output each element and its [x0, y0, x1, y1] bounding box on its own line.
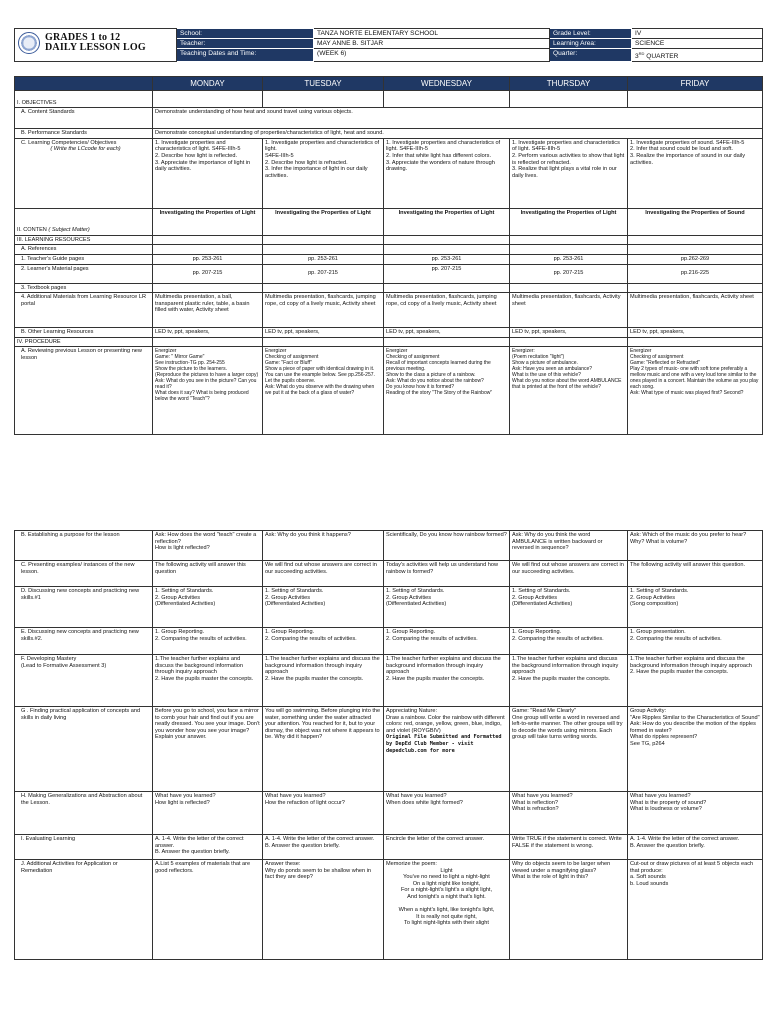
evaluate-wed: Encircle the letter of the correct answer. — [384, 835, 510, 860]
other-resources-label: B. Other Learning Resources — [15, 328, 153, 338]
other-thu: LED tv, ppt, speakers, — [510, 328, 628, 338]
examples-label: C. Presenting examples/ instances of the new lesson. — [15, 561, 153, 587]
day-friday: FRIDAY — [628, 77, 763, 91]
generalize-wed: What have you learned? When does white light formed? — [384, 792, 510, 835]
generalize-thu: What have you learned? What is reflection? What is refraction? — [510, 792, 628, 835]
evaluate-label: I. Evaluating Learning — [15, 835, 153, 860]
grade-label: Grade Level: — [550, 29, 632, 39]
additional-mon: Multimedia presentation, a ball, transparent plastic ruler, table, a basin filled with water, Activity sheet — [153, 293, 263, 328]
examples-fri: The following activity will answer this question. — [628, 561, 763, 587]
competencies-wed: 1. Investigate properties and characteristics of light. S4FE-IIIh-5 2. Infer that white light has different colors. 3. Appreciate the wonders of nature through drawing. — [384, 138, 510, 208]
day-wednesday: WEDNESDAY — [384, 77, 510, 91]
discuss1-thu: 1. Setting of Standards. 2. Group Activities (Differentiated Activities) — [510, 587, 628, 628]
tg-fri: pp.262-269 — [628, 254, 763, 264]
tg-wed: pp. 253-261 — [384, 254, 510, 264]
discuss2-tue: 1. Group Reporting. 2. Comparing the results of activities. — [263, 628, 384, 655]
generalize-mon: What have you learned? How light is reflected? — [153, 792, 263, 835]
remediation-thu: Why do objects seem to be larger when viewed under a magnifying glass? What is the role of light in this? — [510, 860, 628, 960]
procedure-heading: IV. PROCEDURE — [15, 337, 153, 347]
purpose-label: B. Establishing a purpose for the lesson — [15, 531, 153, 561]
content-mon: Investigating the Properties of Light — [153, 208, 263, 235]
mastery-label: F. Developing Mastery (Lead to Formative Assessment 3) — [15, 655, 153, 707]
competencies-tue: 1. Investigate properties and characteristics of light. S4FE-IIIh-5 2. Describe how light is refracted. 3. Infer the importance of light in our daily activities. — [263, 138, 384, 208]
lesson-table-page2 — [14, 530, 763, 960]
dates-value: (WEEK 6) — [314, 49, 550, 62]
additional-fri: Multimedia presentation, flashcards, Activity sheet — [628, 293, 763, 328]
dates-label: Teaching Dates and Time: — [177, 49, 314, 62]
evaluate-fri: A. 1-4. Write the letter of the correct answer. B. Answer the question briefly. — [628, 835, 763, 860]
evaluate-thu: Write TRUE if the statement is correct. Write FALSE if the statement is wrong. — [510, 835, 628, 860]
tg-label: 1. Teacher's Guide pages — [15, 254, 153, 264]
day-monday: MONDAY — [153, 77, 263, 91]
review-tue: Energizer Checking of assignment Game: "Fact or Bluff" Show a piece of paper with identical drawing in it. You can use the example below. See pp.256-257. Let the pupils observe. Ask: What do you observe with the drawing when we put it at the back of a glass of water? — [263, 347, 384, 435]
content-standards-text: Demonstrate understanding of how heat and sound travel using various objects. — [153, 108, 763, 129]
discuss1-fri: 1. Setting of Standards. 2. Group Activities (Song composition) — [628, 587, 763, 628]
content-label: II. CONTEN ( Subject Matter) — [15, 208, 153, 235]
school-value: TANZA NORTE ELEMENTARY SCHOOL — [314, 29, 550, 39]
practical-label: G . Finding practical application of concepts and skills in daily living — [15, 707, 153, 792]
tg-thu: pp. 253-261 — [510, 254, 628, 264]
school-label: School: — [177, 29, 314, 39]
discuss2-thu: 1. Group Reporting. 2. Comparing the results of activities. — [510, 628, 628, 655]
content-thu: Investigating the Properties of Light — [510, 208, 628, 235]
poem-intro: Memorize the poem: — [386, 861, 437, 867]
discuss1-wed: 1. Setting of Standards. 2. Group Activities (Differentiated Activities) — [384, 587, 510, 628]
remediation-fri: Cut-out or draw pictures of at least 5 objects each that produce: a. Soft sounds b. Loud sounds — [628, 860, 763, 960]
logo — [15, 29, 177, 62]
review-label: A. Reviewing previous Lesson or presenting new lesson — [15, 347, 153, 435]
other-wed: LED tv, ppt, speakers, — [384, 328, 510, 338]
textbook-label: 3. Textbook pages — [15, 283, 153, 293]
mastery-wed: 1.The teacher further explains and discuss the background information through inquiry approach 2. Have the pupils master the concepts. — [384, 655, 510, 707]
performance-standards-text: Demonstrate conceptual understanding of properties/characteristics of light, heat and sound. — [153, 129, 763, 139]
purpose-wed: Scientifically, Do you know how rainbow formed? — [384, 531, 510, 561]
discuss1-label: D. Discussing new concepts and practicing new skills.#1 — [15, 587, 153, 628]
competencies-label: C. Learning Competencies/ Objectives ( Write the LCcode for each) — [15, 138, 153, 208]
logo-title: GRADES 1 to 12 — [45, 32, 121, 43]
competencies-thu: 1. Investigate properties and characteristics of light. S4FE-IIIh-5 2. Perform various activities to show that light is reflected or refracted. 3. Realize that light plays a vital role in our daily lives. — [510, 138, 628, 208]
practical-mon: Before you go to school, you face a mirror to comb your hair and find out if you are neatly dressed. You see your image. Don't you wonder how you see your image? Explain your answer. — [153, 707, 263, 792]
practical-wed: Appreciating Nature: Draw a rainbow. Color the rainbow with different colors: red, orange, yellow, green, blue, indigo, and violet (ROYGBIV) Original File Submitted and Formatted by DepEd Club Member - visit depedclub.com for more — [384, 707, 510, 792]
competencies-fri: 1. Investigate properties of sound. S4FE-IIIh-5 2. Infer that sound could be loud and soft. 3. Realize the importance of sound in our daily activities. — [628, 138, 763, 208]
lm-thu: pp. 207-215 — [510, 264, 628, 283]
references-label: A. References — [15, 245, 153, 255]
review-wed: Energizer Checking of assignment Recall of important concepts learned during the previous meeting. Show to the class a picture of a rainbow. Ask: What do you notice about the rainbow? Do you know how it is formed? Reading of the story "The Story of the Rainbow" — [384, 347, 510, 435]
lm-fri: pp.216-225 — [628, 264, 763, 283]
poem-text: Light You've no need to light a night-light On a light night like tonight, For a night-light's light's a slight light, And tonight's a night that's light. When a night's light, like tonight's light, It is really not quite right, To light night-lights with their slight — [398, 867, 495, 927]
examples-thu: We will find out whose answers are correct in our succeeding activities. — [510, 561, 628, 587]
tg-tue: pp. 253-261 — [263, 254, 384, 264]
teacher-value: MAY ANNE B. SITJAR — [314, 39, 550, 49]
day-thursday: THURSDAY — [510, 77, 628, 91]
additional-tue: Multimedia presentation, flashcards, jumping rope, cd copy of a lively music, Activity sheet — [263, 293, 384, 328]
generalize-fri: What have you learned? What is the property of sound? What is loudness or volume? — [628, 792, 763, 835]
additional-thu: Multimedia presentation, flashcards, Activity sheet — [510, 293, 628, 328]
discuss1-mon: 1. Setting of Standards. 2. Group Activities (Differentiated Activities) — [153, 587, 263, 628]
review-mon: Energizer Game: " Mirror Game" See instruction-TG pp. 254-255 Show the picture to the learners. (Reproduce the pictures to have a larger copy) Ask: What do you see in the picture? Can you read it? What does it say? What is being produced below the word "Teach"? — [153, 347, 263, 435]
teacher-label: Teacher: — [177, 39, 314, 49]
watermark-text: Original File Submitted and Formatted by DepEd Club Member - visit depedclub.com for more — [386, 734, 502, 754]
tg-mon: pp. 253-261 — [153, 254, 263, 264]
additional-materials-label: 4. Additional Materials from Learning Resource LR portal — [15, 293, 153, 328]
page-one — [14, 28, 762, 435]
other-mon: LED tv, ppt, speakers, — [153, 328, 263, 338]
examples-mon: The following activity will answer this question — [153, 561, 263, 587]
review-thu: Energizer: (Poem recitation "light") Show a picture of ambulance. Ask: Have you seen an ambulance? What is the use of this vehicle? What do you notice about the word AMBULANCE that is printed at the front of the vehicle? — [510, 347, 628, 435]
discuss2-mon: 1. Group Reporting. 2. Comparing the results of activities. — [153, 628, 263, 655]
area-label: Learning Area: — [550, 39, 632, 49]
practical-fri: Group Activity: "Are Ripples Similar to the Characteristics of Sound" Ask: How do you describe the motion of the ripples formed in water? What do ripples represent? See TG, p264 — [628, 707, 763, 792]
lm-tue: pp. 207-215 — [263, 264, 384, 283]
quarter-value: 3RD QUARTER — [632, 49, 763, 62]
lm-wed: pp. 207-215 — [384, 264, 510, 283]
review-fri: Energizer Checking of assignment Game: "Reflected or Refracted" Play 2 types of music- one with soft tone preferably a mellow music and one with a very loud tone similar to the ones played in a concert. Maintain the volume as you play each song. Ask: What type of music was played first? Second? — [628, 347, 763, 435]
deped-seal-icon — [18, 32, 40, 54]
content-wed: Investigating the Properties of Light — [384, 208, 510, 235]
purpose-fri: Ask: Which of the music do you prefer to hear? Why? What is volume? — [628, 531, 763, 561]
lm-label: 2. Learner's Material pages — [15, 264, 153, 283]
content-tue: Investigating the Properties of Light — [263, 208, 384, 235]
mastery-tue: 1.The teacher further explains and discuss the background information through inquiry approach 2. Have the pupils master the concepts. — [263, 655, 384, 707]
examples-tue: We will find out whose answers are correct in our succeeding activities. — [263, 561, 384, 587]
examples-wed: Today's activities will help us understand how rainbow is formed? — [384, 561, 510, 587]
lesson-table-page1 — [14, 76, 763, 435]
purpose-mon: Ask: How does the word "teach" create a reflection? How is light reflected? — [153, 531, 263, 561]
remediation-tue: Answer these: Why do ponds seem to be shallow when in fact they are deep? — [263, 860, 384, 960]
discuss2-fri: 1. Group presentation. 2. Comparing the results of activities. — [628, 628, 763, 655]
lm-mon: pp. 207-215 — [153, 264, 263, 283]
resources-heading: III. LEARNING RESOURCES — [15, 235, 153, 245]
generalize-label: H. Making Generalizations and Abstraction about the Lesson. — [15, 792, 153, 835]
remediation-wed — [384, 860, 510, 960]
grade-value: IV — [632, 29, 763, 39]
mastery-mon: 1.The teacher further explains and discuss the background information through inquiry approach 2. Have the pupils master the concepts. — [153, 655, 263, 707]
objectives-heading: I. OBJECTIVES — [15, 91, 153, 108]
page-two — [14, 530, 762, 960]
purpose-tue: Ask: Why do you think it happens? — [263, 531, 384, 561]
discuss1-tue: 1. Setting of Standards. 2. Group Activities (Differentiated Activities) — [263, 587, 384, 628]
mastery-thu: 1.The teacher further explains and discuss the background information through inquiry approach 2. Have the pupils master the concepts. — [510, 655, 628, 707]
content-fri: Investigating the Properties of Sound — [628, 208, 763, 235]
mastery-fri: 1.The teacher further explains and discuss the background information through inquiry approach 2. Have the pupils master the concepts. — [628, 655, 763, 707]
day-tuesday: TUESDAY — [263, 77, 384, 91]
competencies-mon: 1. Investigate properties and characteristics of light. S4FE-IIIh-5 2. Describe how light is reflected. 3. Appreciate the importance of light in daily activities. — [153, 138, 263, 208]
evaluate-mon: A. 1-4. Write the letter of the correct answer. B. Answer the question briefly. — [153, 835, 263, 860]
generalize-tue: What have you learned? How the refaction of light occur? — [263, 792, 384, 835]
other-tue: LED tv, ppt, speakers, — [263, 328, 384, 338]
evaluate-tue: A. 1-4. Write the letter of the correct answer. B. Answer the question briefly. — [263, 835, 384, 860]
discuss2-label: E. Discussing new concepts and practicing new skills.#2. — [15, 628, 153, 655]
header-table — [14, 28, 763, 62]
quarter-label: Quarter: — [550, 49, 632, 62]
remediation-mon: A.List 5 examples of materials that are good reflectors. — [153, 860, 263, 960]
performance-standards-label: B. Performance Standards — [15, 129, 153, 139]
logo-subtitle: DAILY LESSON LOG — [45, 42, 146, 53]
discuss2-wed: 1. Group Reporting. 2. Comparing the results of activities. — [384, 628, 510, 655]
area-value: SCIENCE — [632, 39, 763, 49]
practical-thu: Game: "Read Me Clearly" One group will write a word in reversed and left-to-write manner. The other groups will try to decode the words using mirrors. Each group will take turns writing words. — [510, 707, 628, 792]
purpose-thu: Ask: Why do you think the word AMBULANCE is written backward or reversed in sequence? — [510, 531, 628, 561]
content-standards-label: A. Content Standards — [15, 108, 153, 129]
additional-wed: Multimedia presentation, flashcards, jumping rope, cd copy of a lively music, Activity sheet — [384, 293, 510, 328]
other-fri: LED tv, ppt, speakers, — [628, 328, 763, 338]
remediation-label: J. Additional Activities for Application or Remediation — [15, 860, 153, 960]
practical-tue: You will go swimming. Before plunging into the water, something under the water attracted your attention. You reached for it, but to your dismay, the object was not where it appears to be. Why did it happen? — [263, 707, 384, 792]
